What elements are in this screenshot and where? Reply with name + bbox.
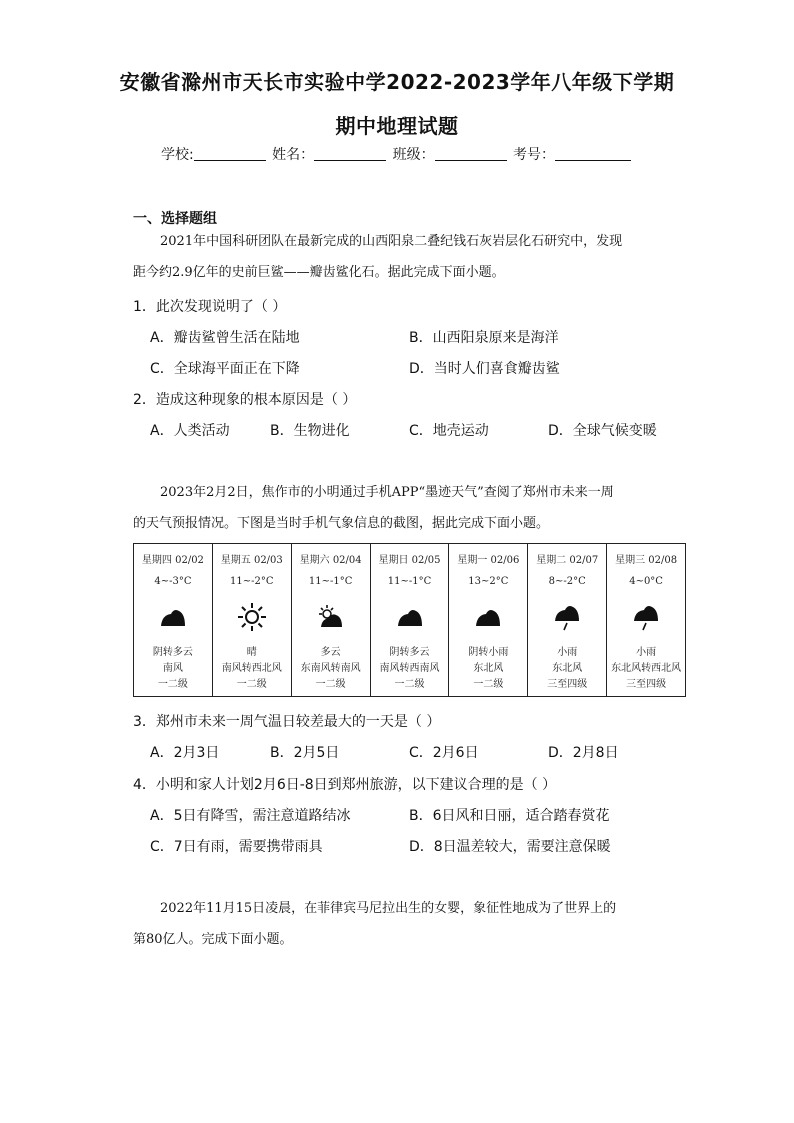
weather-condition: 晴 (246, 647, 257, 658)
passage-line: 的天气预报情况。下图是当时手机气象信息的截图，据此完成下面小题。 (133, 516, 550, 531)
question-4-option-c[interactable]: C．7日有雨，需要携带雨具 (150, 839, 323, 855)
weather-description (449, 645, 527, 693)
question-4-option-d[interactable]: D．8日温差较大，需要注意保暖 (409, 839, 611, 855)
question-1-option-d[interactable]: D．当时人们喜食瓣齿鲨 (409, 361, 560, 377)
weather-day-cell (134, 544, 213, 696)
question-3-option-a[interactable]: A．2月3日 (150, 745, 220, 761)
weather-date: 星期二 02/07 (536, 555, 599, 566)
weather-condition: 小雨 (636, 647, 657, 658)
weather-wind: 东北风转西北风 (611, 663, 682, 674)
question-2-option-b[interactable]: B．生物进化 (270, 423, 350, 439)
passage-population (133, 893, 663, 955)
weather-condition: 阴转小雨 (468, 647, 509, 658)
weather-temperature: 11~-2°C (230, 576, 274, 587)
weather-date: 星期四 02/02 (141, 555, 204, 566)
weather-wind: 南风 (162, 663, 183, 674)
name-blank[interactable] (314, 146, 386, 161)
weather-description (292, 645, 370, 693)
weather-day-cell (528, 544, 607, 696)
weather-date: 星期六 02/04 (299, 555, 362, 566)
school-blank[interactable] (194, 146, 266, 161)
cloud-icon (395, 602, 425, 632)
passage-weather (133, 477, 663, 539)
passage-line: 距今约2.9亿年的史前巨鲨——瓣齿鲨化石。据此完成下面小题。 (133, 265, 505, 280)
weather-temperature: 11~-1°C (308, 576, 353, 587)
weather-wind: 东北风 (552, 663, 583, 674)
weather-wind: 南风转西北风 (221, 663, 282, 674)
weather-day-cell (213, 544, 292, 696)
question-3-option-d[interactable]: D．2月8日 (548, 745, 619, 761)
weather-wind: 南风转西南风 (379, 663, 440, 674)
rain-icon (631, 602, 661, 632)
weather-description (213, 645, 291, 693)
weather-wind-level: 一二级 (236, 679, 267, 690)
question-1-option-c[interactable]: C．全球海平面正在下降 (150, 361, 300, 377)
name-label: 姓名： (272, 147, 315, 163)
weather-temperature: 11~-1°C (387, 576, 432, 587)
question-3-stem: 3．郑州市未来一周气温日较差最大的一天是（ ） (133, 714, 441, 730)
exam-number-label: 考号： (513, 147, 556, 163)
weather-temperature: 4~0°C (629, 576, 663, 587)
exam-number-blank[interactable] (555, 146, 631, 161)
rain-icon (552, 602, 582, 632)
exam-title-line2: 期中地理试题 (335, 114, 459, 138)
weather-condition: 多云 (320, 647, 341, 658)
weather-date: 星期日 02/05 (378, 555, 441, 566)
weather-day-cell (371, 544, 450, 696)
passage-line: 2021年中国科研团队在最新完成的山西阳泉二叠纪钱石灰岩层化石研究中，发现 (160, 234, 623, 249)
question-4-stem: 4．小明和家人计划2月6日-8日到郑州旅游，以下建议合理的是（ ） (133, 777, 557, 793)
weather-day-cell (292, 544, 371, 696)
weather-description (371, 645, 449, 693)
question-1-stem: 1．此次发现说明了（ ） (133, 299, 287, 315)
sun-icon (237, 602, 267, 632)
weather-temperature: 4~-3°C (154, 576, 192, 587)
weather-temperature: 13~2°C (468, 576, 509, 587)
weather-condition: 小雨 (557, 647, 578, 658)
question-4-option-b[interactable]: B．6日风和日丽，适合踏春赏花 (409, 808, 610, 824)
weather-wind: 东北风 (473, 663, 504, 674)
question-3-option-b[interactable]: B．2月5日 (270, 745, 340, 761)
question-3-option-c[interactable]: C．2月6日 (409, 745, 479, 761)
cloud-icon (473, 602, 503, 632)
weather-date: 星期三 02/08 (615, 555, 678, 566)
question-1-option-a[interactable]: A．瓣齿鲨曾生活在陆地 (150, 330, 300, 346)
weather-description (134, 645, 212, 693)
weather-day-cell (449, 544, 528, 696)
cloud-icon (158, 602, 188, 632)
class-blank[interactable] (435, 146, 507, 161)
weather-wind-level: 三至四级 (626, 679, 667, 690)
question-2-stem: 2．造成这种现象的根本原因是（ ） (133, 392, 357, 408)
weather-description (528, 645, 606, 693)
weather-condition: 阴转多云 (389, 647, 430, 658)
weather-wind-level: 一二级 (394, 679, 425, 690)
weather-date: 星期一 02/06 (457, 555, 520, 566)
question-2-option-a[interactable]: A．人类活动 (150, 423, 230, 439)
weather-wind-level: 一二级 (157, 679, 188, 690)
passage-fossil (133, 226, 663, 288)
question-1-option-b[interactable]: B．山西阳泉原来是海洋 (409, 330, 559, 346)
exam-title-line1: 安徽省滁州市天长市实验中学2022-2023学年八年级下学期 (119, 70, 675, 94)
weather-day-cell (607, 544, 685, 696)
question-4-option-a[interactable]: A．5日有降雪，需注意道路结冰 (150, 808, 351, 824)
weather-wind-level: 一二级 (315, 679, 346, 690)
weather-wind-level: 一二级 (473, 679, 504, 690)
passage-line: 2022年11月15日凌晨，在菲律宾马尼拉出生的女婴，象征性地成为了世界上的 (160, 901, 617, 916)
question-2-option-c[interactable]: C．地壳运动 (409, 423, 489, 439)
section-heading: 一、选择题组 (133, 211, 217, 227)
weather-description (607, 645, 685, 693)
weather-wind-level: 三至四级 (547, 679, 588, 690)
weather-temperature: 8~-2°C (548, 576, 586, 587)
student-info-row (0, 144, 794, 164)
class-label: 班级： (392, 147, 435, 163)
weather-condition: 阴转多云 (152, 647, 193, 658)
passage-line: 2023年2月2日，焦作市的小明通过手机APP“墨迹天气”查阅了郑州市未来一周 (160, 485, 614, 500)
weather-date: 星期五 02/03 (220, 555, 283, 566)
weather-forecast-table (133, 543, 686, 697)
weather-wind: 东南风转南风 (300, 663, 361, 674)
passage-line: 第80亿人。完成下面小题。 (133, 932, 293, 947)
school-label: 学校: (160, 147, 194, 163)
partly-cloudy-icon (316, 602, 346, 632)
question-2-option-d[interactable]: D．全球气候变暖 (548, 423, 657, 439)
